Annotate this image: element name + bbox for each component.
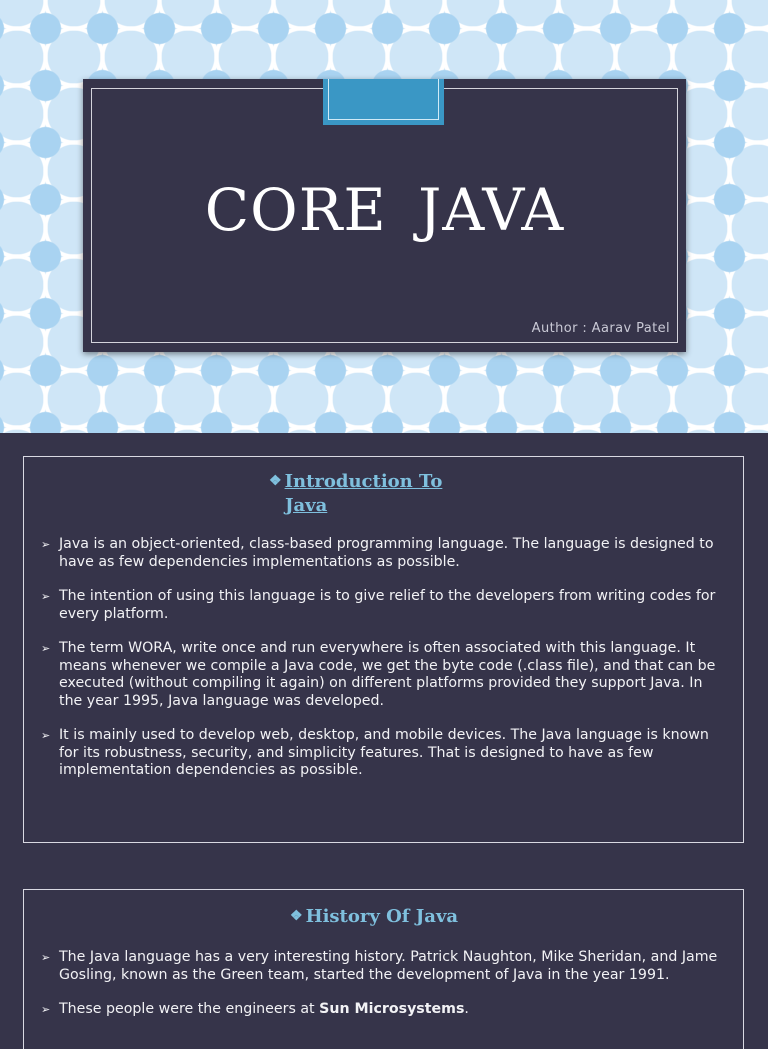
arrow-bullet-icon: ➢ [41,951,51,964]
introduction-bullet-list [41,536,727,797]
list-item: ➢ These people were the engineers at Sun Microsystems. [41,1001,469,1017]
diamond-bullet-icon: ❖ [290,908,303,924]
list-item: ➢ The Java language has a very interesting history. Patrick Naughton, Mike Sheridan, and Jame Gosling, known as the Green team, started the development of Java in the year 1991. [41,949,718,983]
history-heading-text: History Of Java [305,906,459,927]
presentation-title: CORE JAVA [204,176,565,244]
introduction-heading-line1: Introduction To [284,471,443,492]
arrow-bullet-icon: ➢ [41,538,51,551]
company-name: Sun Microsystems [319,1001,465,1017]
history-bullet-list [41,949,727,1036]
list-item: ➢ It is mainly used to develop web, desktop, and mobile devices. The Java language is known for its robustness, security, and simplicity features. That is designed to have as few implementation dependencies as possible. [41,727,709,778]
title-card-tab [323,79,444,125]
title-card [83,79,686,352]
arrow-bullet-icon: ➢ [41,1003,51,1016]
arrow-bullet-icon: ➢ [41,590,51,603]
history-heading [290,904,458,929]
list-item: ➢ The intention of using this language is to give relief to the developers from writing codes for every platform. [41,588,716,622]
arrow-bullet-icon: ➢ [41,642,51,655]
list-item: ➢ Java is an object-oriented, class-based programming language. The language is designed to have as few dependencies implementations as possible. [41,536,714,570]
diamond-bullet-icon: ❖ [269,473,282,489]
list-item: ➢ The term WORA, write once and run everywhere is often associated with this language. It means whenever we compile a Java code, we get the byte code (.class file), and that can be executed (without compiling it again) on different platforms provided they support Java. In the year 1995, Java language was developed. [41,640,716,709]
arrow-bullet-icon: ➢ [41,729,51,742]
introduction-heading [269,469,442,518]
introduction-slide [23,456,744,843]
title-slide-background [0,0,768,433]
introduction-heading-line2: Java [285,495,328,516]
history-slide [23,889,744,1049]
author-label: Author : Aarav Patel [531,321,670,336]
title-card-tab-border [328,79,439,120]
